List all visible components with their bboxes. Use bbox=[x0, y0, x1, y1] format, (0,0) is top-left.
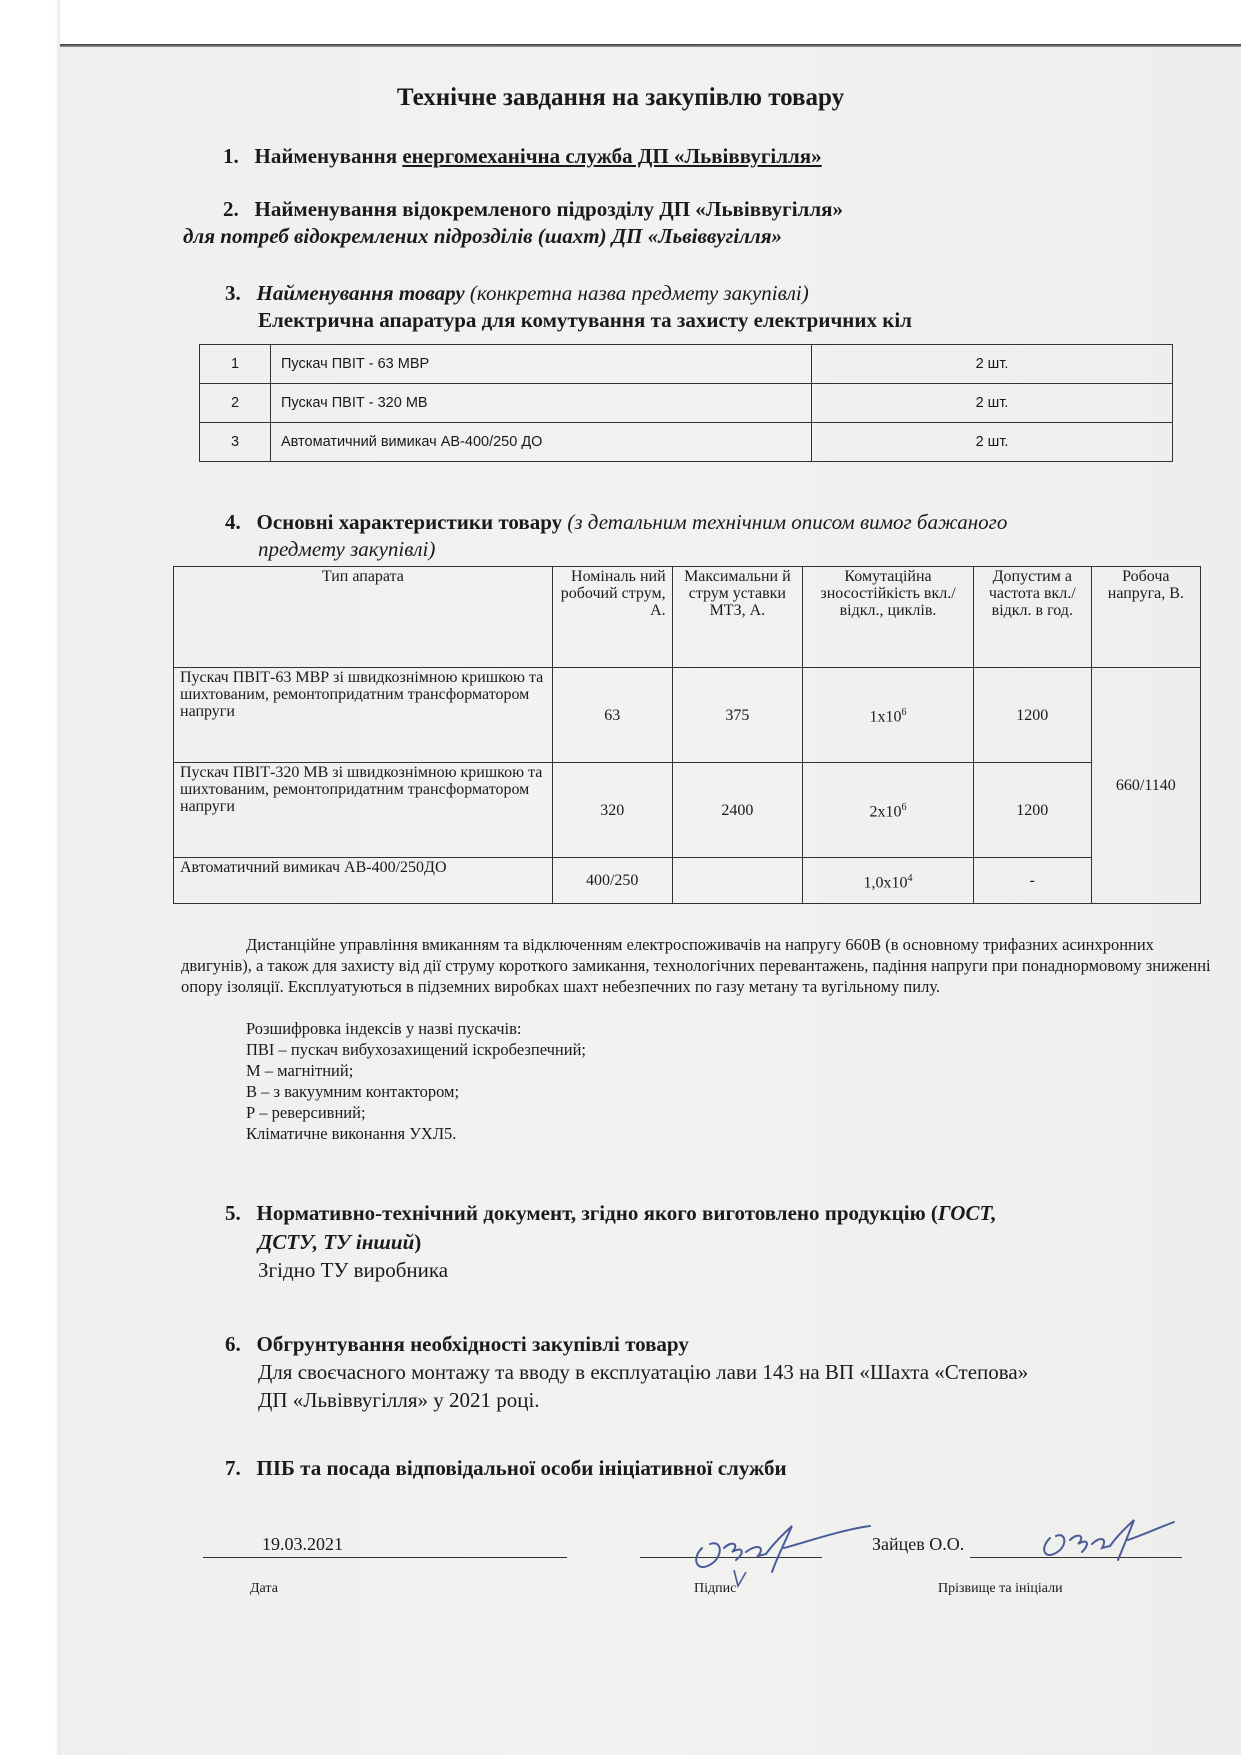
section-5: 5. Нормативно-технічний документ, згідно якого виготовлено продукцію (ГОСТ, bbox=[225, 1201, 997, 1225]
section-6 bbox=[225, 1330, 1215, 1358]
date-underline bbox=[203, 1557, 567, 1558]
section-7 bbox=[225, 1455, 1215, 1482]
items-table bbox=[199, 344, 1173, 462]
section-1-label: Найменування bbox=[254, 144, 398, 168]
row-number: 1 bbox=[200, 345, 271, 384]
scan-paper-edge bbox=[60, 44, 1241, 47]
section-2-label: Найменування відокремленого підрозділу ДП «Львіввугілля» bbox=[254, 197, 843, 221]
legend-line: В – з вакуумним контактором; bbox=[246, 1082, 460, 1101]
legend-line: ПВІ – пускач вибухозахищений іскробезпечний; bbox=[246, 1040, 587, 1059]
section-1 bbox=[223, 143, 1203, 170]
section-2-value: для потреб відокремлених підрозділів (шахт) ДП «Львіввугілля» bbox=[183, 224, 783, 248]
header-max-current: Максимальни й струм уставки МТЗ, А. bbox=[672, 567, 802, 668]
header-frequency: Допустим а частота вкл./відкл. в год. bbox=[973, 567, 1091, 668]
max-current: 2400 bbox=[672, 763, 802, 858]
table-row bbox=[200, 384, 1173, 423]
row-number: 3 bbox=[200, 423, 271, 462]
section-4-hint: (з детальним технічним описом вимог бажаного bbox=[567, 510, 1008, 534]
wear-resistance: $2x10^6$ bbox=[803, 763, 974, 858]
document-title: Технічне завдання на закупівлю товару bbox=[396, 84, 845, 111]
legend-line: Розшифровка індексів у назві пускачів: bbox=[246, 1019, 522, 1038]
index-legend bbox=[246, 1018, 1046, 1144]
table-row bbox=[174, 858, 1201, 904]
max-current bbox=[672, 858, 802, 904]
section-5-continued: ДСТУ, ТУ інший) bbox=[258, 1230, 422, 1254]
wear-resistance: $1x10^6$ bbox=[803, 668, 974, 763]
item-quantity: 2 шт. bbox=[812, 345, 1173, 384]
scan-margin-left bbox=[0, 0, 60, 1755]
signature-date: 19.03.2021 bbox=[262, 1534, 343, 1554]
device-name: Автоматичний вимикач АВ-400/250ДО bbox=[174, 858, 553, 904]
section-1-value: енергомеханічна служба ДП «Львіввугілля» bbox=[402, 144, 822, 168]
handwritten-signature-icon bbox=[680, 1500, 880, 1590]
header-rated-current: Номіналь ний робочий струм, А. bbox=[552, 567, 672, 668]
device-name: Пускач ПВІТ-320 МВ зі швидкознімною кришкою та шихтованим, ремонтопридатним трансформатором напруги bbox=[174, 763, 553, 858]
max-current: 375 bbox=[672, 668, 802, 763]
section-number: 7. bbox=[225, 1456, 241, 1480]
table-header-row bbox=[174, 567, 1201, 668]
section-5-label: Нормативно-технічний документ, згідно якого виготовлено продукцію ( bbox=[256, 1201, 938, 1225]
section-number: 6. bbox=[225, 1332, 241, 1356]
rated-current: 320 bbox=[552, 763, 672, 858]
section-number: 1. bbox=[223, 144, 239, 168]
section-number: 2. bbox=[223, 197, 239, 221]
wear-resistance: $1,0x10^4$ bbox=[803, 858, 974, 904]
header-wear-resistance: Комутаційна зносостійкість вкл./відкл., циклів. bbox=[803, 567, 974, 668]
section-number: 4. bbox=[225, 510, 241, 534]
specs-table bbox=[173, 566, 1201, 904]
section-4-label: Основні характеристики товару bbox=[256, 510, 563, 534]
scan-margin-top bbox=[60, 0, 1241, 44]
section-4-hint-continued: предмету закупівлі) bbox=[258, 537, 436, 561]
section-3-label: Найменування товару bbox=[256, 281, 465, 305]
device-name: Пускач ПВІТ-63 МВР зі швидкознімною кришкою та шихтованим, ремонтопридатним трансформатором напруги bbox=[174, 668, 553, 763]
header-voltage: Робоча напруга, В. bbox=[1091, 567, 1200, 668]
section-3-subtitle: Електрична апаратура для комутування та захисту електричних кіл bbox=[258, 308, 912, 332]
caption-name: Прізвище та ініціали bbox=[938, 1581, 1063, 1596]
section-4 bbox=[225, 509, 1215, 536]
section-number: 5. bbox=[225, 1201, 241, 1225]
section-7-label: ПІБ та посада відповідальної особи ініціативної служби bbox=[256, 1456, 787, 1480]
item-name: Пускач ПВІТ - 63 МВР bbox=[271, 345, 812, 384]
item-quantity: 2 шт. bbox=[812, 384, 1173, 423]
legend-line: М – магнітний; bbox=[246, 1061, 354, 1080]
table-row bbox=[200, 423, 1173, 462]
item-quantity: 2 шт. bbox=[812, 423, 1173, 462]
caption-date: Дата bbox=[250, 1581, 278, 1596]
item-name: Автоматичний вимикач АВ-400/250 ДО bbox=[271, 423, 812, 462]
section-3-hint: (конкретна назва предмету закупівлі) bbox=[469, 281, 809, 305]
section-6-value-line1: Для своєчасного монтажу та вводу в експлуатацію лави 143 на ВП «Шахта «Степова» bbox=[258, 1360, 1029, 1384]
section-6-value-line2: ДП «Львіввугілля» у 2021 році. bbox=[258, 1388, 540, 1412]
rated-current: 400/250 bbox=[552, 858, 672, 904]
signature-name: Зайцев О.О. bbox=[872, 1534, 965, 1554]
header-type: Тип апарата bbox=[174, 567, 553, 668]
frequency: - bbox=[973, 858, 1091, 904]
section-2 bbox=[223, 196, 1203, 223]
description-paragraph: Дистанційне управління вмиканням та відключенням електроспоживачів на напругу 660В (в основному трифазних асинхронних двигунів), а також для захисту від дії струму короткого замикання, технологічних перевантажень, падіння напруги при понаднормовому зниженні опору ізоляції. Експлуатуються в підземних виробках шахт небезпечних по газу метану та вугільному пилу. bbox=[181, 935, 1211, 996]
row-number: 2 bbox=[200, 384, 271, 423]
table-row bbox=[174, 763, 1201, 858]
legend-line: Р – реверсивний; bbox=[246, 1103, 366, 1122]
voltage-value: 660/1140 bbox=[1091, 668, 1200, 904]
section-5-value: Згідно ТУ виробника bbox=[258, 1258, 449, 1282]
section-number: 3. bbox=[225, 281, 241, 305]
section-3 bbox=[225, 280, 1205, 307]
frequency: 1200 bbox=[973, 763, 1091, 858]
table-row bbox=[174, 668, 1201, 763]
handwritten-initials-icon bbox=[1028, 1506, 1178, 1566]
caption-signature: Підпис bbox=[694, 1581, 737, 1596]
frequency: 1200 bbox=[973, 668, 1091, 763]
item-name: Пускач ПВІТ - 320 МВ bbox=[271, 384, 812, 423]
section-6-label: Обгрунтування необхідності закупівлі товару bbox=[256, 1332, 689, 1356]
table-row bbox=[200, 345, 1173, 384]
rated-current: 63 bbox=[552, 668, 672, 763]
legend-line: Кліматичне виконання УХЛ5. bbox=[246, 1124, 457, 1143]
